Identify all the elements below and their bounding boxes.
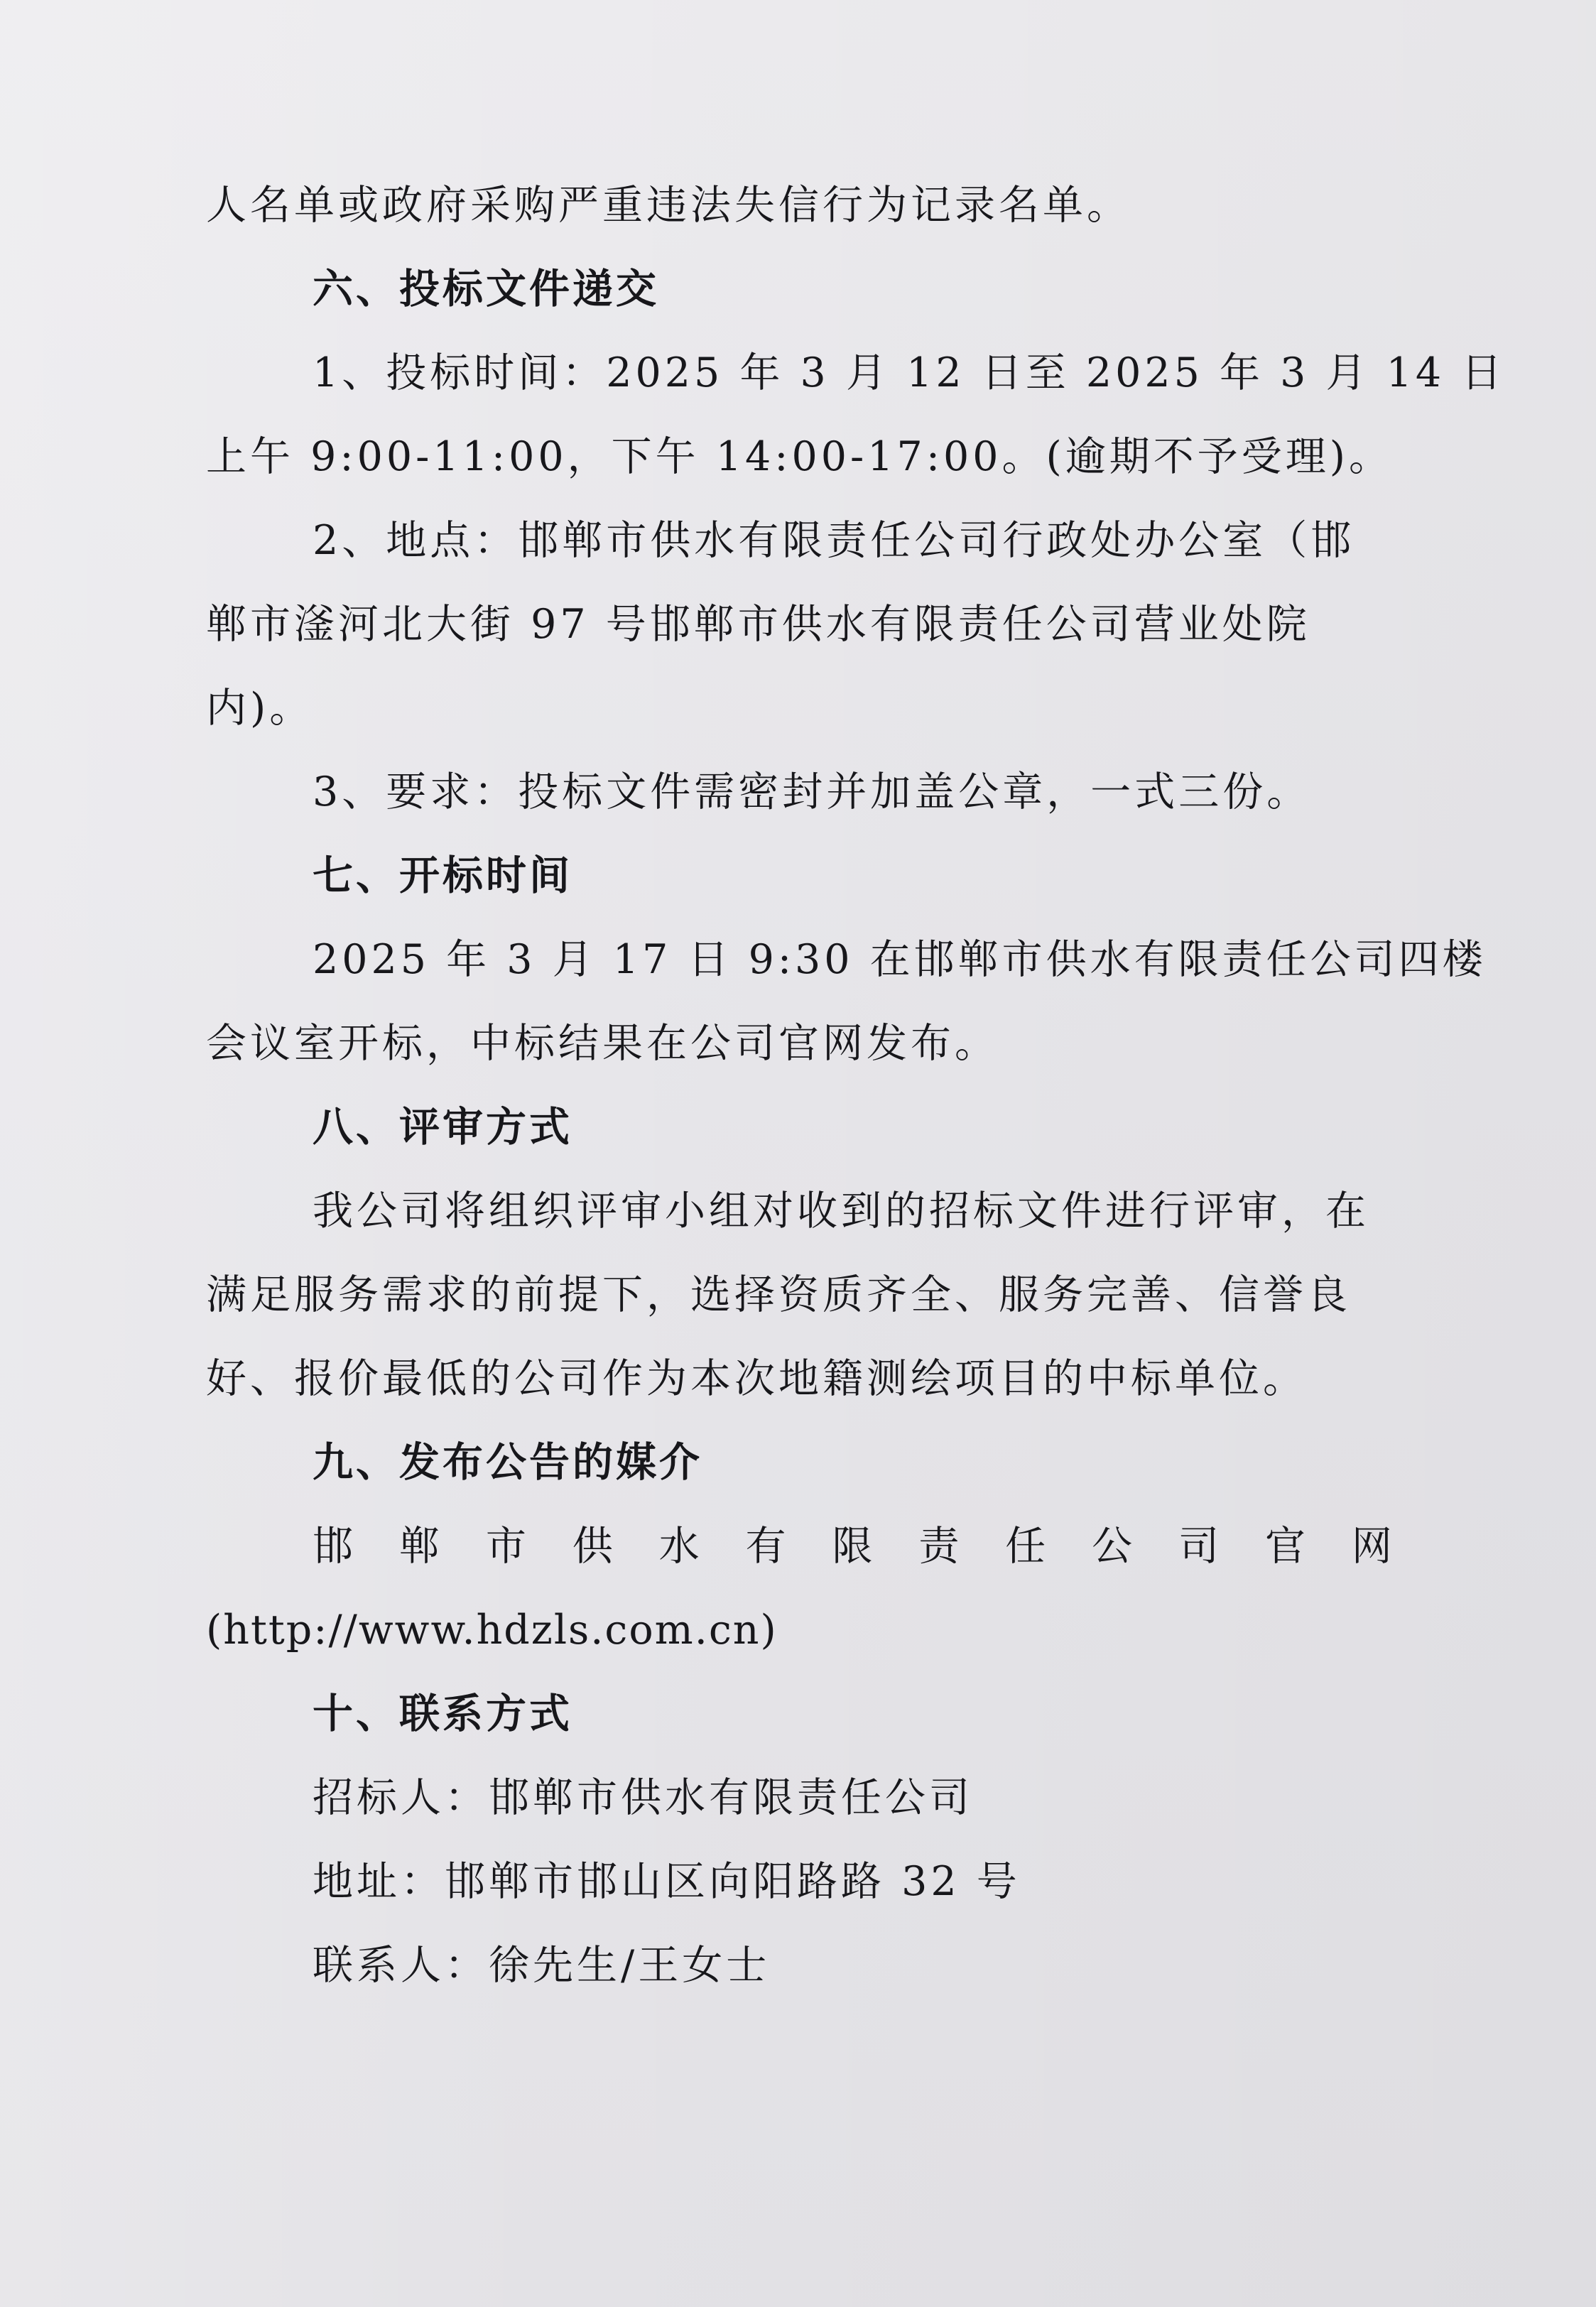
media-char: 官 bbox=[1264, 1523, 1309, 1570]
publication-media-line bbox=[206, 1504, 1396, 1588]
contact-person: 联系人：徐先生/王女士 bbox=[313, 1942, 771, 1989]
opening-time-line-1: 2025 年 3 月 17 日 9:30 在邯郸市供水有限责任公司四楼 bbox=[313, 936, 1487, 983]
document-content bbox=[206, 163, 1506, 2007]
media-char: 市 bbox=[485, 1523, 530, 1570]
bid-time-line-2: 上午 9:00-11:00，下午 14:00-17:00。(逾期不予受理)。 bbox=[206, 433, 1394, 480]
section-heading-publication-media: 九、发布公告的媒介 bbox=[313, 1439, 702, 1486]
bid-requirement-line: 3、要求：投标文件需密封并加盖公章，一式三份。 bbox=[313, 769, 1311, 815]
bid-time-line-1: 1、投标时间：2025 年 3 月 12 日至 2025 年 3 月 14 日 bbox=[313, 349, 1506, 396]
opening-time-line-2: 会议室开标，中标结果在公司官网发布。 bbox=[206, 1020, 999, 1067]
section-heading-contact: 十、联系方式 bbox=[313, 1690, 572, 1737]
media-char: 责 bbox=[918, 1523, 963, 1570]
media-char: 司 bbox=[1178, 1523, 1223, 1570]
media-char: 供 bbox=[572, 1523, 617, 1570]
section-heading-bid-submission: 六、投标文件递交 bbox=[313, 266, 659, 313]
evaluation-line-1: 我公司将组织评审小组对收到的招标文件进行评审，在 bbox=[313, 1188, 1369, 1234]
contact-address: 地址：邯郸市邯山区向阳路路 32 号 bbox=[313, 1858, 1021, 1905]
media-char: 有 bbox=[745, 1523, 790, 1570]
evaluation-line-3: 好、报价最低的公司作为本次地籍测绘项目的中标单位。 bbox=[206, 1355, 1307, 1402]
bid-location-line-3: 内)。 bbox=[206, 685, 314, 732]
media-char: 任 bbox=[1005, 1523, 1050, 1570]
media-char: 郸 bbox=[398, 1523, 443, 1570]
section-heading-opening-time: 七、开标时间 bbox=[313, 852, 572, 899]
section-heading-evaluation: 八、评审方式 bbox=[313, 1104, 572, 1151]
evaluation-line-2: 满足服务需求的前提下，选择资质齐全、服务完善、信誉良 bbox=[206, 1271, 1351, 1318]
media-char: 限 bbox=[832, 1523, 876, 1570]
media-char: 公 bbox=[1092, 1523, 1136, 1570]
bid-location-line-2: 郸市滏河北大街 97 号邯郸市供水有限责任公司营业处院 bbox=[206, 601, 1310, 648]
media-char: 水 bbox=[658, 1523, 703, 1570]
bid-location-line-1: 2、地点：邯郸市供水有限责任公司行政处办公室（邯 bbox=[313, 517, 1355, 564]
media-char: 邯 bbox=[313, 1523, 357, 1570]
media-char: 网 bbox=[1351, 1523, 1396, 1570]
text-line: 人名单或政府采购严重违法失信行为记录名单。 bbox=[206, 182, 1131, 229]
publication-url: (http://www.hdzls.com.cn) bbox=[206, 1607, 778, 1654]
contact-tenderee: 招标人：邯郸市供水有限责任公司 bbox=[313, 1774, 973, 1821]
